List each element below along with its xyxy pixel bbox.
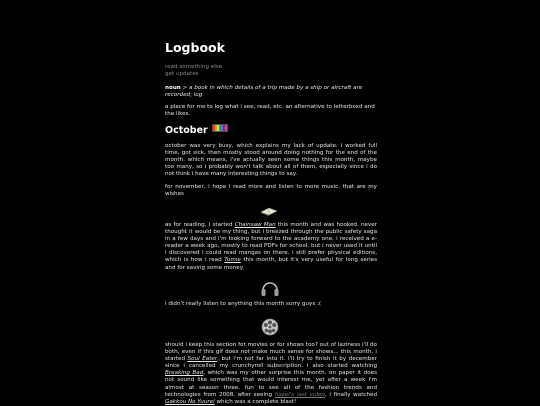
reading-text-3: this month, but it's very useful for long series and for saving some money.: [165, 257, 377, 271]
movies-text-2: , but i'm not far into it. i'll try to finish it by december since i cancelled my crunchyroll subscription. i also started watching: [165, 356, 377, 370]
reading-text-1: as for reading, i started: [165, 222, 235, 228]
read-something-else-link[interactable]: read something else: [165, 64, 223, 70]
tomie-link[interactable]: Tomie: [224, 257, 241, 264]
nav-links: [165, 64, 222, 78]
movies-text-1: should i keep this section for movies or for shows too? out of laziness i'll do both, even if this gif does not make much sense for shows... this month, i started: [165, 342, 377, 363]
paragraph-wishes: for november, i hope i read more and listen to more music. that are my wishes: [165, 184, 377, 198]
month-heading: [165, 124, 228, 137]
rainbow-flag-icon: [212, 124, 228, 132]
book-icon: [260, 207, 278, 216]
movies-text-4: , i finally watched: [324, 391, 377, 398]
month-label: October: [165, 125, 208, 136]
definition: [165, 85, 377, 99]
get-updates-link[interactable]: get updates: [165, 71, 199, 78]
movies-text-5: which was a complete blast!: [214, 398, 297, 405]
film-reel-icon: [260, 318, 280, 336]
paragraph-reading: [165, 222, 377, 272]
definition-word: noun: [165, 85, 181, 91]
breaking-bad-link[interactable]: Breaking Bad: [165, 370, 204, 377]
definition-text: > a book in which details of a trip made by a ship or aircraft are recorded; log: [165, 85, 363, 99]
headphones-icon: [260, 278, 280, 298]
reading-text-2: this month and was hooked. never thought it would be my thing, but i breezed through the public safety saga in a few days and i'm looking forward to the academy one. i received a e-reader a week ago, mostly to read PDFs for school, but i never used it until i discovered i could read mangas on there. i still prefer physical editions, which is how i read: [165, 222, 377, 264]
gakkou-no-yuurei-link[interactable]: Gakkou No Yuurei: [165, 398, 215, 405]
page-title: Logbook: [165, 40, 225, 55]
paragraph-music: i didn't really listen to anything this month sorry guys :(: [165, 301, 322, 307]
paragraph-movies-shows: [165, 342, 377, 406]
paragraph-overview: october was very busy, which explains my lack of update. i worked full time, got sick, then mostly stood around doing nothing for the end of the month. which means, i've actually seen some things this month, maybe too many, so i probably won't talk about all of them, especially since i do not think i have many interesting things to say.: [165, 143, 377, 178]
movies-text-3: , which was my other surprise this month. on paper it does not sound like something that would interest me, yet after a week i'm almost at season three. fun to see all of the fashion trends and technologies from 2008. after seeing: [165, 370, 378, 398]
hazels-last-video-link[interactable]: hazel's last video: [274, 391, 325, 398]
intro-text: a place for me to log what i see, read, etc. an alternative to letterboxd and the likes.: [165, 104, 375, 118]
chainsaw-man-link[interactable]: Chainsaw Man: [234, 222, 276, 228]
soul-eater-link[interactable]: Soul Eater: [187, 356, 218, 363]
